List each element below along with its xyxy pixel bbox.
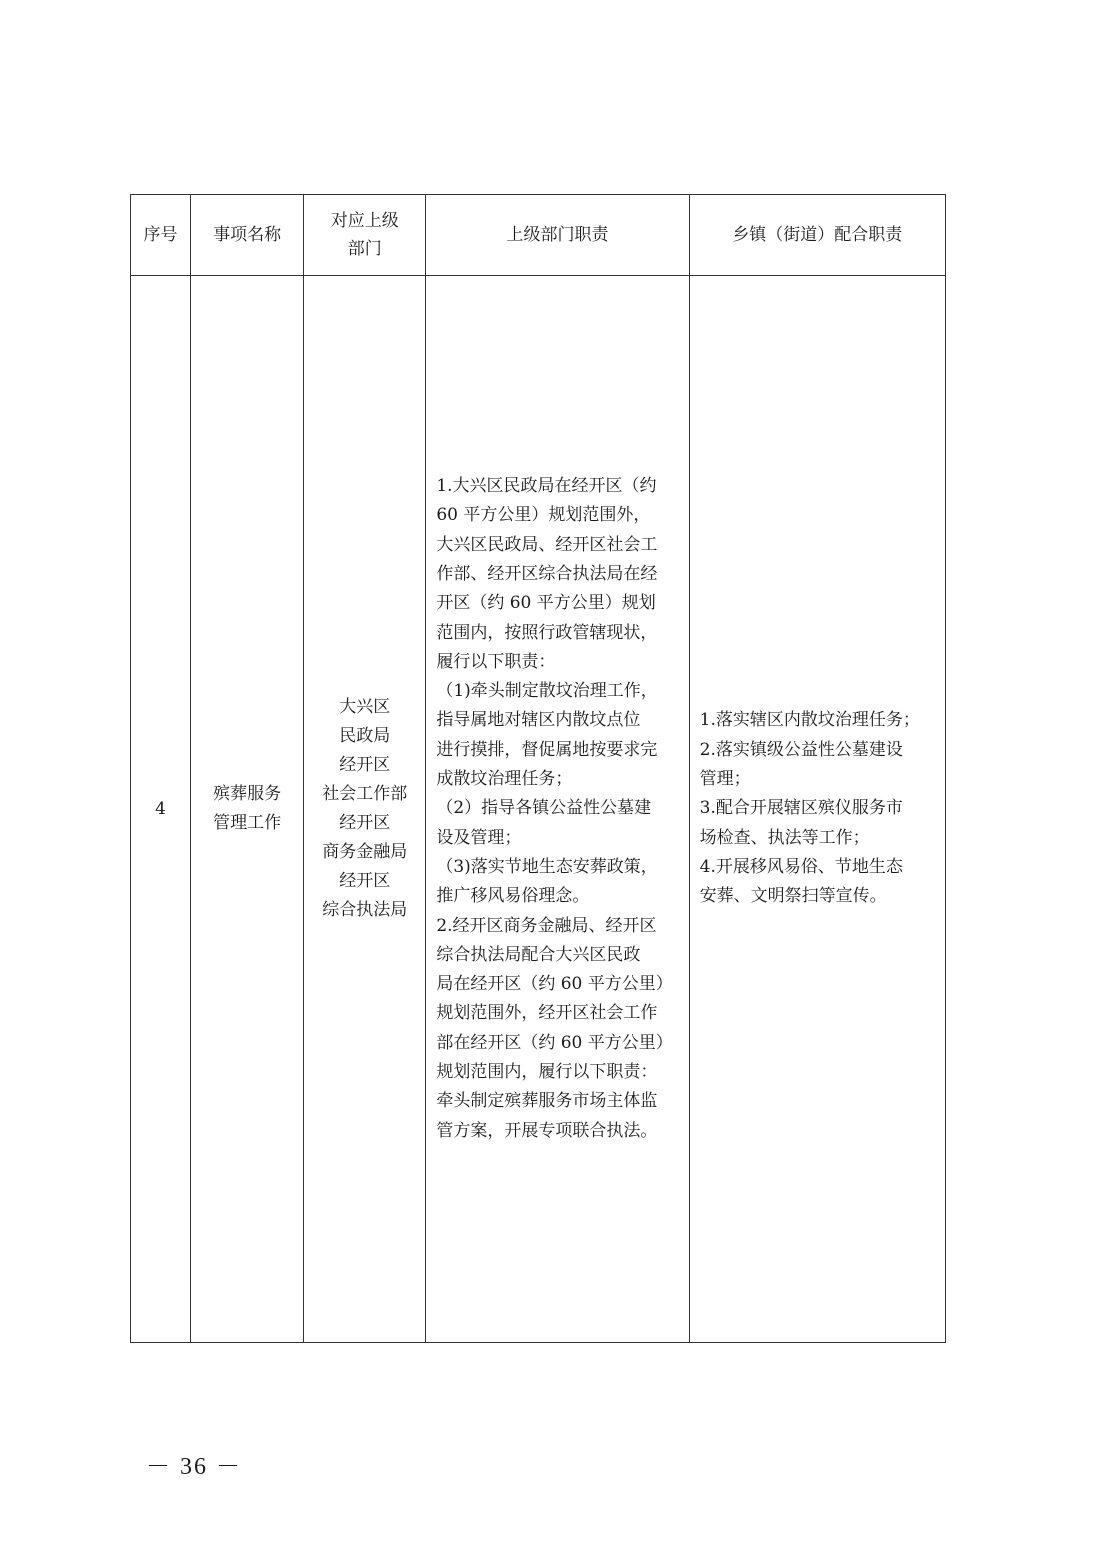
town-line: 2.落实镇级公益性公墓建设 <box>699 739 903 760</box>
table-row <box>131 276 946 1343</box>
town-line: 场检查、执法等工作； <box>699 827 870 848</box>
resp-line: 进行摸排，督促属地按要求完 <box>436 739 658 760</box>
resp-line: 局在经开区（约 60 平方公里） <box>436 974 673 995</box>
cell-superior-department <box>304 276 426 1343</box>
item-name-line: 殡葬服务 <box>213 784 282 804</box>
resp-line: 成散坟治理任务； <box>436 769 573 790</box>
dept-line: 大兴区 <box>339 697 391 717</box>
resp-line: 履行以下职责： <box>436 651 556 672</box>
item-name-line: 管理工作 <box>213 813 282 833</box>
resp-line: 综合执法局配合大兴区民政 <box>436 944 641 965</box>
town-line: 安葬、文明祭扫等宣传。 <box>699 886 887 907</box>
resp-line: 作部、经开区综合执法局在经 <box>436 563 658 584</box>
resp-line: （1)牵头制定散坟治理工作， <box>436 681 658 702</box>
cell-serial-number: 4 <box>131 276 191 1343</box>
dept-line: 经开区 <box>339 755 391 775</box>
resp-line: 推广移风易俗理念。 <box>436 886 590 907</box>
town-line: 3.配合开展辖区殡仪服务市 <box>699 798 903 819</box>
resp-line: 设及管理； <box>436 827 522 848</box>
header-dept-line2: 部门 <box>347 239 382 259</box>
resp-line: 部在经开区（约 60 平方公里） <box>436 1032 673 1053</box>
resp-line: 60 平方公里）规划范围外， <box>436 505 651 526</box>
dept-line: 经开区 <box>339 871 391 891</box>
dept-line: 经开区 <box>339 813 391 833</box>
town-line: 1.落实辖区内散坟治理任务； <box>699 710 920 731</box>
header-dept-line1: 对应上级 <box>330 211 399 231</box>
header-item-name: 事项名称 <box>191 195 304 276</box>
dept-line: 综合执法局 <box>322 900 408 920</box>
resp-line: 2.经开区商务金融局、经开区 <box>436 915 657 936</box>
page-number: － 36 － <box>146 1454 242 1480</box>
header-superior-responsibility: 上级部门职责 <box>426 195 689 276</box>
resp-line: 开区（约 60 平方公里）规划 <box>436 593 656 614</box>
resp-line: 指导属地对辖区内散坟点位 <box>436 710 641 731</box>
cell-town-responsibility <box>689 276 945 1343</box>
dept-line: 商务金融局 <box>322 842 408 862</box>
resp-line: 1.大兴区民政局在经开区（约 <box>436 476 657 497</box>
resp-line: 规划范围外，经开区社会工作 <box>436 1003 658 1024</box>
dept-line: 民政局 <box>339 726 391 746</box>
town-line: 4.开展移风易俗、节地生态 <box>699 856 903 877</box>
resp-line: 范围内，按照行政管辖现状， <box>436 622 658 643</box>
resp-line: （2）指导各镇公益性公墓建 <box>436 798 652 819</box>
duty-table <box>130 194 946 1343</box>
header-superior-department <box>304 195 426 276</box>
town-line: 管理； <box>699 769 751 790</box>
table-header-row <box>131 195 946 276</box>
cell-item-name <box>191 276 304 1343</box>
resp-line: 牵头制定殡葬服务市场主体监 <box>436 1091 658 1112</box>
cell-superior-responsibility <box>426 276 689 1343</box>
header-serial-number: 序号 <box>131 195 191 276</box>
header-town-responsibility: 乡镇（街道）配合职责 <box>689 195 945 276</box>
resp-line: （3)落实节地生态安葬政策， <box>436 856 658 877</box>
resp-line: 规划范围内，履行以下职责： <box>436 1062 658 1083</box>
resp-line: 管方案，开展专项联合执法。 <box>436 1120 658 1141</box>
resp-line: 大兴区民政局、经开区社会工 <box>436 534 658 555</box>
dept-line: 社会工作部 <box>322 784 408 804</box>
